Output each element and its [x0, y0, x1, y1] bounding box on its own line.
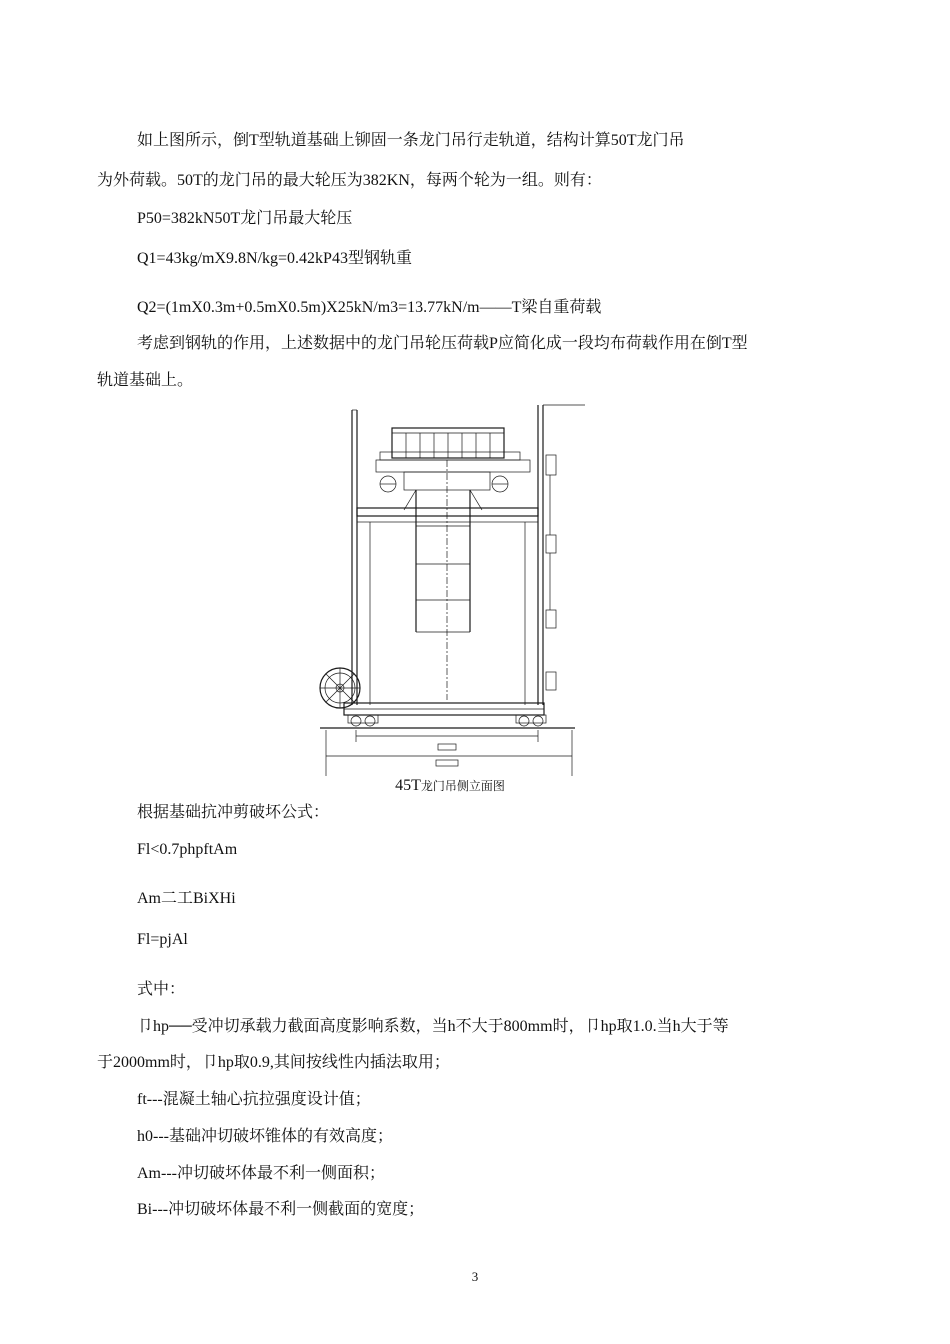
formula-intro: 根据基础抗冲剪破坏公式：: [137, 804, 330, 821]
paragraph-line: Q1=43kg/mX9.8N/kg=0.42kP43型钢轨重: [137, 250, 412, 267]
formula-line: Fl<0.7phpftAm: [137, 841, 238, 858]
definition-line: 于2000mm时，卩hp取0.9,其间按线性内插法取用；: [97, 1054, 450, 1071]
paragraph-line: 如上图所示，倒T型轨道基础上铆固一条龙门吊行走轨道，结构计算50T龙门吊: [137, 132, 685, 149]
figure-caption: [300, 776, 600, 796]
caption-prefix: 45T: [395, 777, 421, 794]
paragraph-line: 考虑到钢轨的作用，上述数据中的龙门吊轮压荷载P应简化成一段均布荷载作用在倒T型: [137, 335, 748, 352]
formula-line: Fl=pjAl: [137, 931, 188, 948]
gantry-crane-drawing: [300, 400, 600, 778]
definition-line: ft---混凝土轴心抗拉强度设计值；: [137, 1091, 371, 1108]
definitions-label: 式中：: [137, 981, 186, 998]
crane-elevation-svg: [300, 400, 600, 778]
formula-line: Am二工BiXHi: [137, 890, 236, 907]
caption-suffix: 龙门吊侧立面图: [420, 779, 505, 793]
definition-line: Am---冲切破坏体最不利一侧面积；: [137, 1165, 385, 1182]
definition-line: 卩hp──受冲切承载力截面高度影响系数，当h不大于800mm时，卩hp取1.0.当h大于等: [137, 1018, 729, 1035]
paragraph-line: 为外荷载。50T的龙门吊的最大轮压为382KN，每两个轮为一组。则有：: [97, 172, 602, 189]
page-number: 3: [471, 1269, 479, 1284]
paragraph-line: Q2=(1mX0.3m+0.5mX0.5m)X25kN/m3=13.77kN/m——T梁自重荷载: [137, 299, 602, 316]
paragraph-line: P50=382kN50T龙门吊最大轮压: [137, 210, 353, 227]
definition-line: Bi---冲切破坏体最不利一侧截面的宽度；: [137, 1201, 425, 1218]
paragraph-line: 轨道基础上。: [97, 372, 194, 389]
definition-line: h0---基础冲切破坏锥体的有效高度；: [137, 1128, 393, 1145]
